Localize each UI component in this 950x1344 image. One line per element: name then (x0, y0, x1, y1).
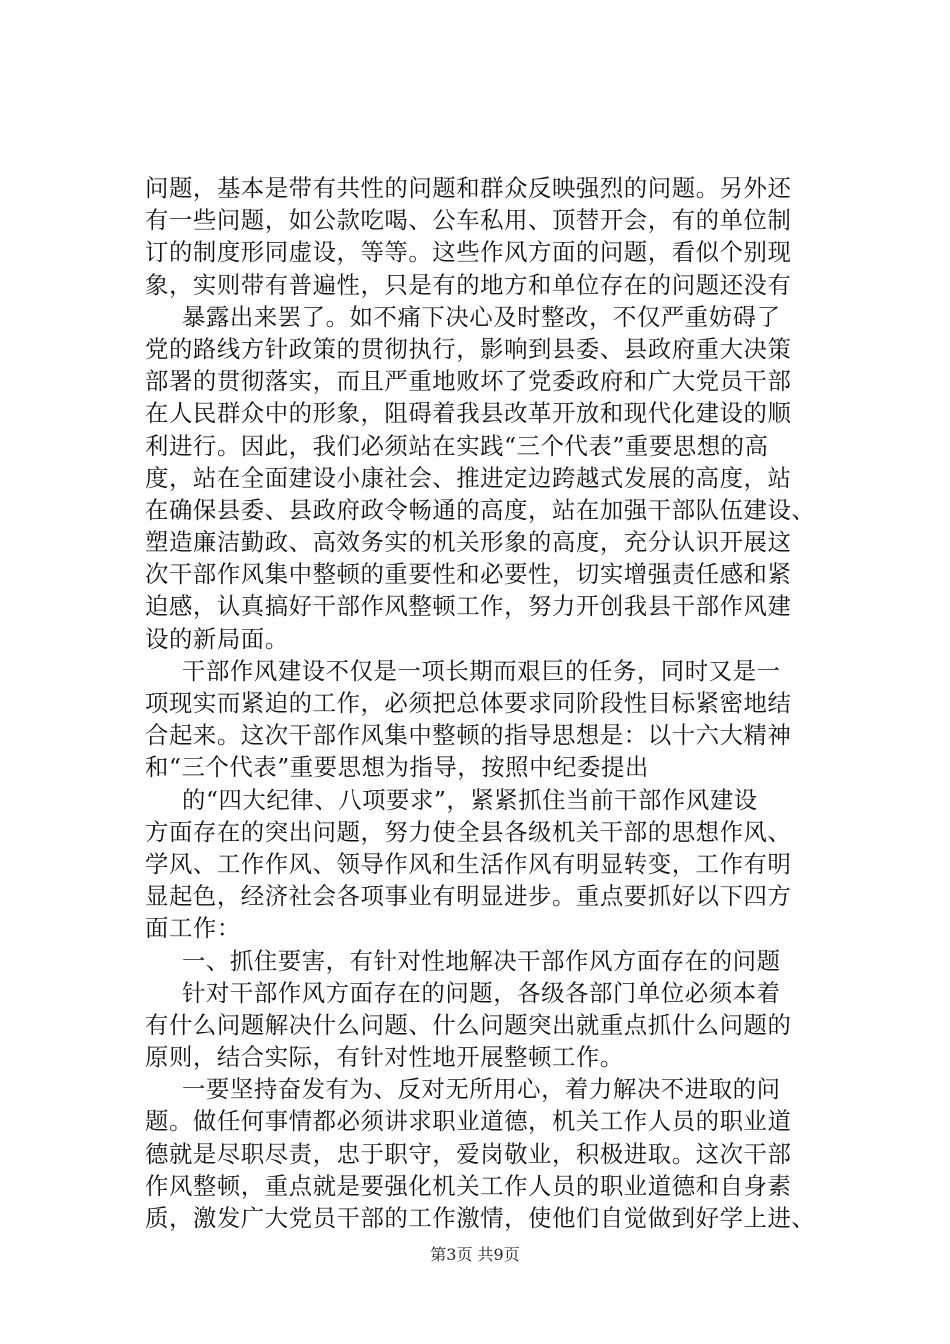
text-line: 干部作风建设不仅是一项长期而艰巨的任务，同时又是一 (182, 656, 781, 685)
text-line: 迫感，认真搞好干部作风整顿工作，努力开创我县干部作风建 (145, 592, 792, 621)
text-line: 在人民群众中的形象，阻碍着我县改革开放和现代化建设的顺 (145, 399, 792, 428)
text-line: 针对干部作风方面存在的问题，各级各部门单位必须本着 (182, 978, 781, 1007)
text-line: 党的路线方针政策的贯彻执行，影响到县委、县政府重大决策 (145, 334, 792, 363)
text-line: 一要坚持奋发有为、反对无所用心，着力解决不进取的问 (182, 1075, 781, 1104)
text-line: 作风整顿，重点就是要强化机关工作人员的职业道德和自身素 (145, 1171, 792, 1200)
text-line: 问题，基本是带有共性的问题和群众反映强烈的问题。另外还 (145, 174, 792, 202)
document-body (145, 172, 835, 1234)
text-line: 德就是尽职尽责，忠于职守，爱岗敬业，积极进取。这次干部 (145, 1139, 792, 1168)
text-line: 设的新局面。 (145, 624, 289, 653)
text-line: 有什么问题解决什么问题、什么问题突出就重点抓什么问题的 (145, 1010, 792, 1039)
text-line: 订的制度形同虚设，等等。这些作风方面的问题，看似个别现 (145, 238, 792, 267)
text-line: 质，激发广大党员干部的工作激情，使他们自觉做到好学上进、 (145, 1204, 816, 1232)
text-line: 塑造廉洁勤政、高效务实的机关形象的高度，充分认识开展这 (145, 528, 792, 557)
text-line: 学风、工作作风、领导作风和生活作风有明显转变，工作有明 (145, 849, 792, 878)
text-line: 合起来。这次干部作风集中整顿的指导思想是：以十六大精神 (145, 721, 792, 750)
text-line: 有一些问题，如公款吃喝、公车私用、顶替开会，有的单位制 (145, 206, 792, 235)
page-footer: 第3页 共9页 (430, 1245, 520, 1264)
text-line: 的“四大纪律、八项要求”，紧紧抓住当前干部作风建设 (182, 785, 758, 814)
text-line: 度，站在全面建设小康社会、推进定边跨越式发展的高度，站 (145, 463, 792, 492)
text-line: 部署的贯彻落实，而且严重地败坏了党委政府和广大党员干部 (145, 367, 792, 396)
text-line: 暴露出来罢了。如不痛下决心及时整改，不仅严重妨碍了 (182, 302, 781, 331)
text-line: 项现实而紧迫的工作，必须把总体要求同阶段性目标紧密地结 (145, 689, 792, 717)
text-line: 次干部作风集中整顿的重要性和必要性，切实增强责任感和紧 (145, 560, 792, 589)
text-line: 题。做任何事情都必须讲求职业道德，机关工作人员的职业道 (145, 1107, 792, 1136)
text-line: 象，实则带有普遍性，只是有的地方和单位存在的问题还没有 (145, 270, 792, 299)
text-line: 面工作： (145, 914, 241, 943)
text-line: 在确保县委、县政府政令畅通的高度，站在加强干部队伍建设、 (145, 495, 816, 524)
text-line: 一、抓住要害，有针对性地解决干部作风方面存在的问题 (182, 946, 781, 975)
text-line: 原则，结合实际，有针对性地开展整顿工作。 (145, 1043, 624, 1072)
text-line: 显起色，经济社会各项事业有明显进步。重点要抓好以下四方 (145, 882, 792, 911)
text-line: 和“三个代表”重要思想为指导，按照中纪委提出 (145, 753, 649, 782)
text-line: 方面存在的突出问题，努力使全县各级机关干部的思想作风、 (145, 817, 792, 846)
text-line: 利进行。因此，我们必须站在实践“三个代表”重要思想的高 (145, 431, 769, 460)
